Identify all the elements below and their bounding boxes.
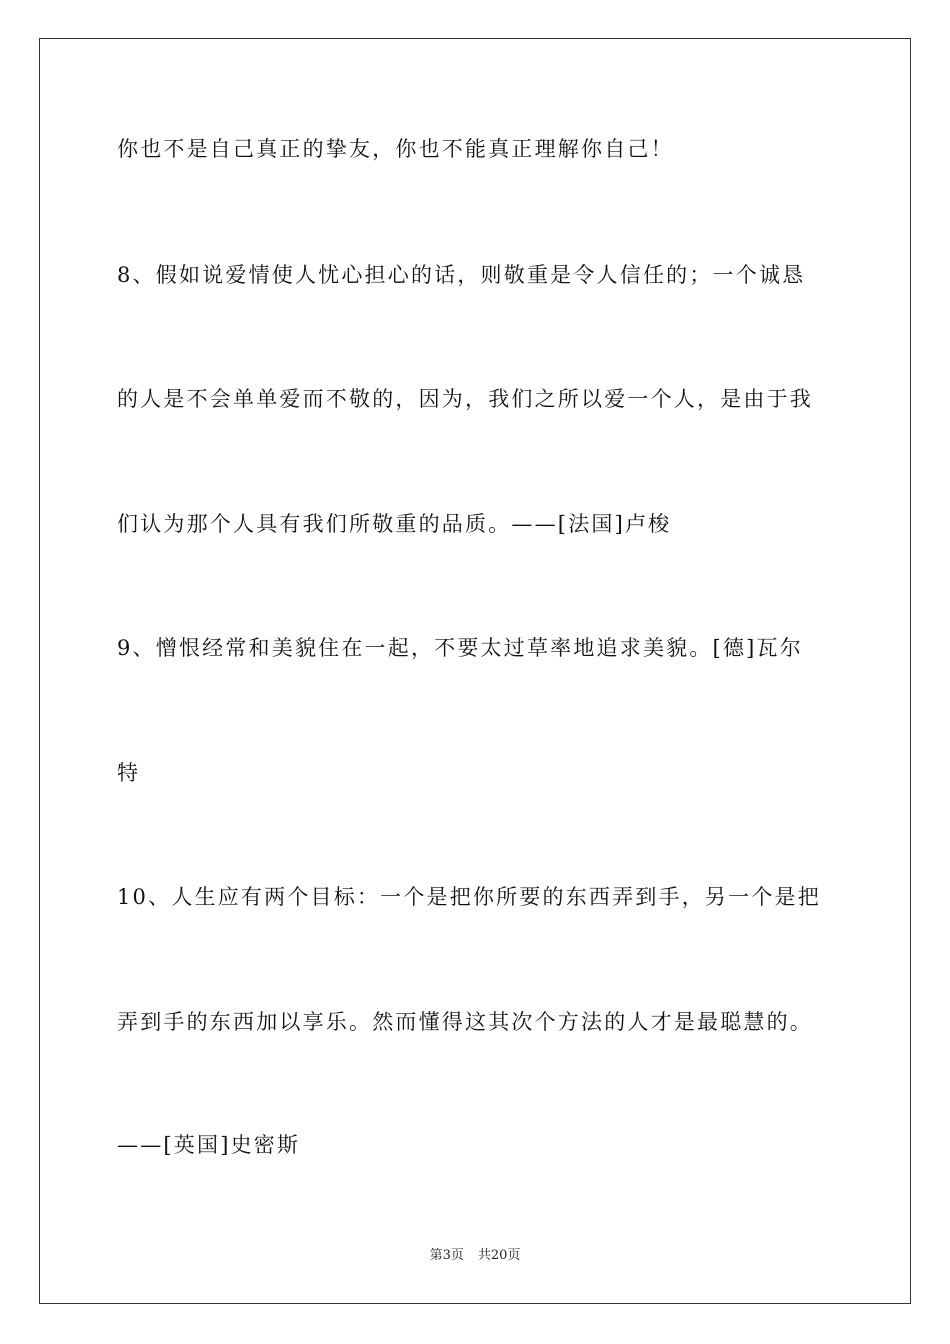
page-border [39, 38, 911, 1304]
text-line-8: 弄到手的东西加以享乐。然而懂得这其次个方法的人才是最聪慧的。 [117, 1010, 813, 1034]
page-total: 共20页 [477, 1248, 521, 1263]
text-line-3: 的人是不会单单爱而不敬的，因为，我们之所以爱一个人，是由于我 [117, 387, 813, 411]
page-number: 第3页 [429, 1248, 464, 1263]
text-line-6: 特 [117, 761, 141, 785]
text-line-1: 你也不是自己真正的挚友，你也不能真正理解你自己！ [117, 137, 674, 161]
text-line-5: 9、憎恨经常和美貌住在一起，不要太过草率地追求美貌。[德]瓦尔 [117, 636, 803, 660]
text-line-2: 8、假如说爱情使人忧心担心的话，则敬重是令人信任的；一个诚恳 [117, 263, 806, 287]
text-line-7: 10、人生应有两个目标：一个是把你所要的东西弄到手，另一个是把 [117, 885, 821, 909]
text-line-4: 们认为那个人具有我们所敬重的品质。——[法国]卢梭 [117, 512, 672, 536]
text-line-9: ——[英国]史密斯 [117, 1133, 301, 1157]
page-footer [0, 1248, 950, 1264]
